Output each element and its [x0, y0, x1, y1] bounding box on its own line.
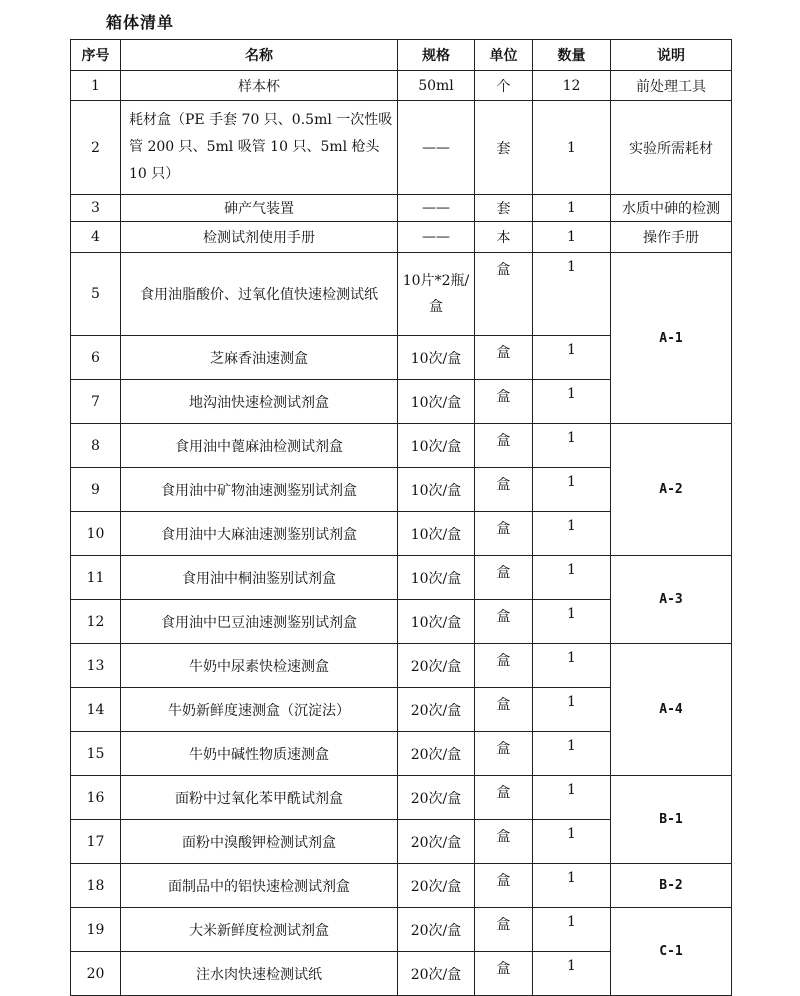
cell-spec: 20次/盒: [398, 776, 475, 820]
table-row: [71, 222, 732, 253]
cell-name: 食用油中巴豆油速测鉴别试剂盒: [121, 600, 398, 644]
cell-spec: ——: [398, 195, 475, 222]
cell-qty: 1: [533, 253, 611, 336]
group-note-b1: B-1: [611, 776, 732, 864]
cell-qty: 1: [533, 820, 611, 864]
cell-no: 17: [71, 820, 121, 864]
cell-qty: 12: [533, 71, 611, 101]
cell-spec: 10次/盒: [398, 380, 475, 424]
cell-spec: 10次/盒: [398, 556, 475, 600]
cell-spec: 20次/盒: [398, 732, 475, 776]
cell-no: 14: [71, 688, 121, 732]
group-note-b2: B-2: [611, 864, 732, 908]
cell-name: 注水肉快速检测试纸: [121, 952, 398, 996]
cell-no: 8: [71, 424, 121, 468]
header-qty: 数量: [533, 40, 611, 71]
cell-no: 19: [71, 908, 121, 952]
cell-name: 检测试剂使用手册: [121, 222, 398, 253]
table-row: [71, 556, 732, 600]
cell-spec: 20次/盒: [398, 644, 475, 688]
table-row: [71, 71, 732, 101]
header-unit: 单位: [475, 40, 533, 71]
cell-qty: 1: [533, 556, 611, 600]
cell-unit: 盒: [475, 688, 533, 732]
table-row: [71, 253, 732, 336]
header-spec: 规格: [398, 40, 475, 71]
cell-qty: 1: [533, 195, 611, 222]
cell-qty: 1: [533, 101, 611, 195]
cell-note: 操作手册: [611, 222, 732, 253]
cell-name: 食用油中矿物油速测鉴别试剂盒: [121, 468, 398, 512]
table-row: [71, 101, 732, 195]
cell-name: 食用油中大麻油速测鉴别试剂盒: [121, 512, 398, 556]
cell-qty: 1: [533, 776, 611, 820]
cell-qty: 1: [533, 512, 611, 556]
cell-unit: 盒: [475, 776, 533, 820]
cell-no: 1: [71, 71, 121, 101]
cell-name: 砷产气装置: [121, 195, 398, 222]
cell-spec: ——: [398, 101, 475, 195]
cell-no: 5: [71, 253, 121, 336]
cell-no: 11: [71, 556, 121, 600]
cell-qty: 1: [533, 600, 611, 644]
cell-name: 食用油中蓖麻油检测试剂盒: [121, 424, 398, 468]
cell-name: 牛奶中尿素快检速测盒: [121, 644, 398, 688]
cell-no: 16: [71, 776, 121, 820]
cell-spec: ——: [398, 222, 475, 253]
cell-no: 18: [71, 864, 121, 908]
cell-unit: 盒: [475, 600, 533, 644]
cell-no: 3: [71, 195, 121, 222]
cell-unit: 本: [475, 222, 533, 253]
cell-spec: 10次/盒: [398, 336, 475, 380]
cell-qty: 1: [533, 424, 611, 468]
cell-unit: 盒: [475, 908, 533, 952]
cell-unit: 套: [475, 101, 533, 195]
cell-name: 面制品中的铝快速检测试剂盒: [121, 864, 398, 908]
cell-unit: 盒: [475, 424, 533, 468]
cell-unit: 盒: [475, 732, 533, 776]
cell-name: 牛奶中碱性物质速测盒: [121, 732, 398, 776]
cell-unit: 盒: [475, 864, 533, 908]
cell-qty: 1: [533, 336, 611, 380]
table-row: [71, 195, 732, 222]
cell-spec: 10次/盒: [398, 468, 475, 512]
cell-spec: 20次/盒: [398, 820, 475, 864]
cell-no: 13: [71, 644, 121, 688]
cell-unit: 盒: [475, 644, 533, 688]
table-row: [71, 776, 732, 820]
cell-unit: 盒: [475, 468, 533, 512]
cell-unit: 盒: [475, 253, 533, 336]
group-note-a4: A-4: [611, 644, 732, 776]
cell-no: 10: [71, 512, 121, 556]
cell-qty: 1: [533, 380, 611, 424]
cell-name: 食用油脂酸价、过氧化值快速检测试纸: [121, 253, 398, 336]
header-note: 说明: [611, 40, 732, 71]
cell-name: 芝麻香油速测盒: [121, 336, 398, 380]
cell-spec: 10次/盒: [398, 600, 475, 644]
cell-name: 耗材盒（PE 手套 70 只、0.5ml 一次性吸管 200 只、5ml 吸管 10 只、5ml 枪头 10 只）: [121, 101, 398, 195]
cell-qty: 1: [533, 732, 611, 776]
cell-qty: 1: [533, 222, 611, 253]
cell-note: 水质中砷的检测: [611, 195, 732, 222]
cell-name: 样本杯: [121, 71, 398, 101]
cell-unit: 盒: [475, 952, 533, 996]
cell-qty: 1: [533, 864, 611, 908]
cell-qty: 1: [533, 468, 611, 512]
cell-name: 面粉中溴酸钾检测试剂盒: [121, 820, 398, 864]
cell-spec: 20次/盒: [398, 908, 475, 952]
cell-name: 牛奶新鲜度速测盒（沉淀法）: [121, 688, 398, 732]
cell-spec: 20次/盒: [398, 952, 475, 996]
cell-spec: 20次/盒: [398, 688, 475, 732]
cell-unit: 个: [475, 71, 533, 101]
cell-note: 实验所需耗材: [611, 101, 732, 195]
cell-spec: 10片*2瓶/盒: [398, 253, 475, 336]
document-title: 箱体清单: [106, 13, 175, 32]
cell-name: 地沟油快速检测试剂盒: [121, 380, 398, 424]
inventory-table: [70, 39, 732, 996]
cell-no: 2: [71, 101, 121, 195]
cell-unit: 盒: [475, 336, 533, 380]
table-row: [71, 424, 732, 468]
cell-qty: 1: [533, 688, 611, 732]
cell-qty: 1: [533, 952, 611, 996]
cell-qty: 1: [533, 908, 611, 952]
cell-no: 7: [71, 380, 121, 424]
cell-unit: 盒: [475, 556, 533, 600]
cell-spec: 10次/盒: [398, 512, 475, 556]
cell-no: 9: [71, 468, 121, 512]
cell-qty: 1: [533, 644, 611, 688]
table-row: [71, 864, 732, 908]
cell-unit: 盒: [475, 820, 533, 864]
cell-name: 大米新鲜度检测试剂盒: [121, 908, 398, 952]
cell-unit: 盒: [475, 380, 533, 424]
table-row: [71, 644, 732, 688]
cell-no: 6: [71, 336, 121, 380]
cell-name: 面粉中过氧化苯甲酰试剂盒: [121, 776, 398, 820]
cell-spec: 10次/盒: [398, 424, 475, 468]
cell-spec: 20次/盒: [398, 864, 475, 908]
cell-unit: 盒: [475, 512, 533, 556]
table-row: [71, 908, 732, 952]
cell-no: 15: [71, 732, 121, 776]
cell-no: 12: [71, 600, 121, 644]
group-note-a1: A-1: [611, 253, 732, 424]
group-note-c1: C-1: [611, 908, 732, 996]
group-note-a3: A-3: [611, 556, 732, 644]
cell-note: 前处理工具: [611, 71, 732, 101]
cell-spec: 50ml: [398, 71, 475, 101]
header-name: 名称: [121, 40, 398, 71]
cell-no: 4: [71, 222, 121, 253]
cell-unit: 套: [475, 195, 533, 222]
header-no: 序号: [71, 40, 121, 71]
cell-name: 食用油中桐油鉴别试剂盒: [121, 556, 398, 600]
table-header-row: [71, 40, 732, 71]
group-note-a2: A-2: [611, 424, 732, 556]
cell-no: 20: [71, 952, 121, 996]
